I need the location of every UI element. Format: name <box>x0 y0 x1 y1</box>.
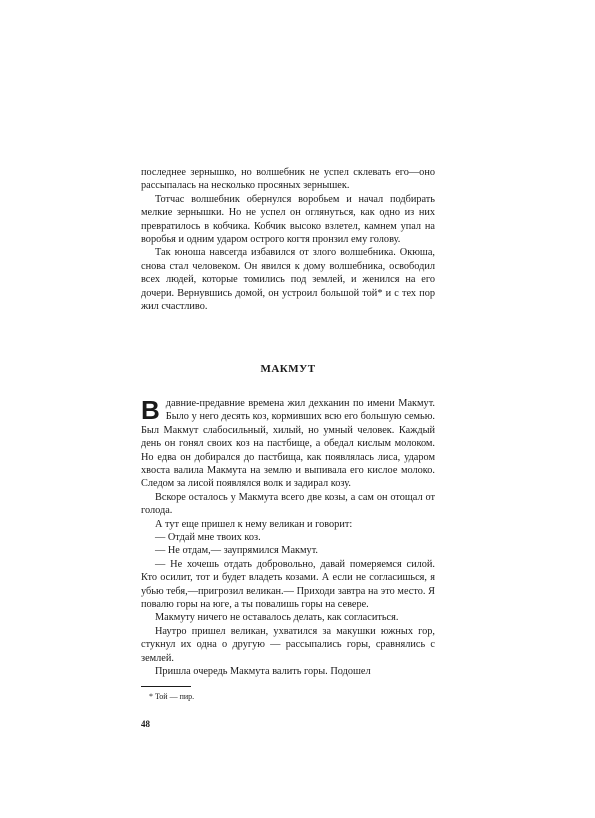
paragraph: Пришла очередь Макмута валить горы. Подошел <box>155 666 371 677</box>
paragraph: Так юноша навсегда избавился от злого волшебника. Окюша, снова стал человеком. Он явился к дому волшебника, освободил всех людей, которые томились под землей, и женился на его дочери. Вернувшись домой, он устроил большой той* и с тех пор жил счастливо. <box>141 247 435 313</box>
footnote: * Той — пир. <box>149 692 195 702</box>
footnote-divider <box>141 686 191 687</box>
paragraph: — Не отдам,— заупрямился Макмут. <box>155 545 318 557</box>
text-column <box>141 166 435 732</box>
paragraph: — Не хочешь отдать добровольно, давай померяемся силой. Кто осилит, тот и будет владеть козами. А если не согласишься, я убью тебя,—пригрозил великан.— Приходи завтра на это место. Я повалю горы на юге, а ты повалишь горы на севере. <box>141 558 435 610</box>
drop-cap: В <box>141 394 160 425</box>
paragraph: — Отдай мне твоих коз. <box>155 531 261 543</box>
paragraph: Наутро пришел великан, ухватился за макушки южных гор, стукнул их одна о другую — рассыпались горы, сравнялись с землей. <box>141 625 435 664</box>
story-title: МАКМУТ <box>260 363 316 376</box>
paragraph: Макмуту ничего не оставалось делать, как согласиться. <box>155 612 399 624</box>
first-paragraph-text: давние-предавние времена жил дехканин по имени Макмут. Было у него десять коз, кормивших всю его большую семью. Был Макмут слабосильный, хилый, но умный человек. Каждый день он гонял своих коз на пастбище, а обедал кислым молоком. Но едва он добирался до пастбища, как появлялась лиса, ударом хвоста валила Макмута на землю и выпивала его кислое молоко. Следом за лисой появлялся волк и задирал козу. <box>141 397 435 490</box>
first-paragraph <box>141 394 435 491</box>
page-number: 48 <box>141 719 150 730</box>
paragraph: Вскоре осталось у Макмута всего две козы, а сам он отощал от голода. <box>141 491 435 517</box>
paragraph: А тут еще пришел к нему великан и говорит: <box>155 518 353 530</box>
paragraph: последнее зернышко, но волшебник не успел склевать его—оно рассыпалась на несколько просяных зернышек. <box>141 167 435 192</box>
paragraph: Тотчас волшебник обернулся воробьем и начал подбирать мелкие зернышки. Но не успел он оглянуться, как одно из них превратилось в кобчика. Кобчик высоко взлетел, камнем упал на воробья и одним ударом острого когтя пронзил ему голову. <box>141 193 435 246</box>
